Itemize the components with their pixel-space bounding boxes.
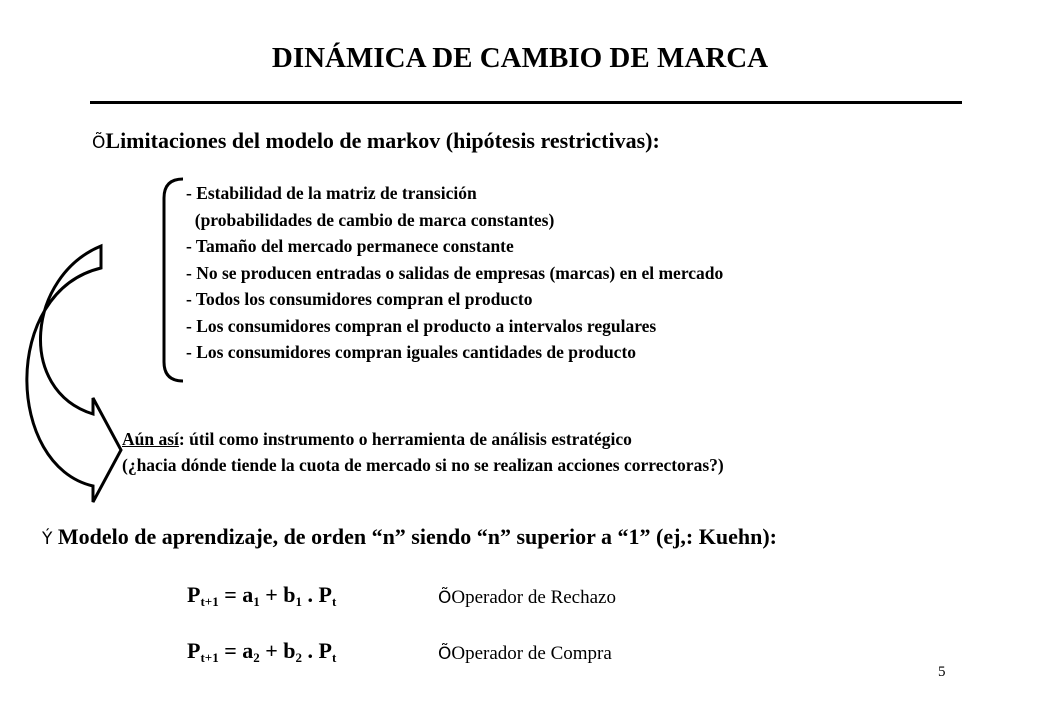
- formula-term: P: [318, 582, 332, 607]
- slide-title: DINÁMICA DE CAMBIO DE MARCA: [271, 42, 769, 74]
- list-item: - No se producen entradas o salidas de empresas (marcas) en el mercado: [186, 262, 724, 283]
- note-lead: Aún así: [122, 429, 179, 449]
- list-item: - Tamaño del mercado permanece constante: [186, 236, 514, 256]
- operator-label-text: Operador de Compra: [451, 643, 612, 664]
- formula-subscript: t: [332, 650, 337, 665]
- bullet-symbol: Ý: [42, 529, 53, 549]
- section-learning-model-text: Modelo de aprendizaje, de orden “n” siendo “n” superior a “1” (ej,: Kuehn):: [57, 524, 777, 549]
- list-item: - Los consumidores compran iguales cantidades de producto: [186, 342, 637, 362]
- formula-term: b: [283, 638, 296, 663]
- note-line-1: [122, 426, 724, 452]
- page-number: 5: [938, 664, 946, 680]
- formula-subscript: t+1: [200, 594, 219, 609]
- operator-label-text: Operador de Rechazo: [451, 587, 616, 608]
- formula-operator: =: [218, 638, 243, 663]
- formula-operator: =: [218, 582, 243, 607]
- curved-arrow-icon: [27, 246, 121, 502]
- list-item: (probabilidades de cambio de marca constantes): [186, 209, 555, 230]
- formula-subscript: 1: [253, 594, 260, 609]
- operator-rejection-label: [438, 587, 616, 609]
- bullet-symbol: Õ: [438, 588, 452, 608]
- formula-term: b: [283, 582, 296, 607]
- bullet-symbol: Õ: [438, 644, 452, 664]
- note-line-2: (¿hacia dónde tiende la cuota de mercado si no se realizan acciones correctoras?): [122, 455, 724, 475]
- formula-rejection: [187, 582, 336, 608]
- formula-subscript: 2: [295, 650, 303, 665]
- bracket-shape: [164, 179, 183, 381]
- list-item: - Todos los consumidores compran el producto: [186, 289, 533, 309]
- list-item: - Estabilidad de la matriz de transición: [186, 183, 477, 203]
- formula-term: P: [318, 638, 332, 663]
- formula-subscript: t: [332, 594, 337, 609]
- formula-term: P: [187, 638, 201, 663]
- note-line-1-rest: : útil como instrumento o herramienta de análisis estratégico: [178, 429, 632, 449]
- formula-subscript: t+1: [200, 650, 219, 665]
- formula-term: a: [242, 582, 254, 607]
- formula-subscript: 2: [253, 650, 260, 665]
- section-limitations-text: Limitaciones del modelo de markov (hipótesis restrictivas):: [105, 128, 660, 153]
- formula-operator: .: [302, 582, 319, 607]
- operator-purchase-label: [438, 643, 612, 665]
- formula-operator: .: [302, 638, 319, 663]
- list-item: - Los consumidores compran el producto a intervalos regulares: [186, 315, 657, 336]
- section-learning-model-heading: [42, 524, 777, 550]
- formula-subscript: 1: [295, 594, 303, 609]
- formula-operator: +: [259, 582, 284, 607]
- note-block: [122, 426, 724, 478]
- formula-purchase: [187, 638, 336, 664]
- bullet-symbol: Õ: [92, 133, 106, 153]
- formula-operator: +: [259, 638, 284, 663]
- formula-term: a: [242, 638, 254, 663]
- formula-term: P: [187, 582, 201, 607]
